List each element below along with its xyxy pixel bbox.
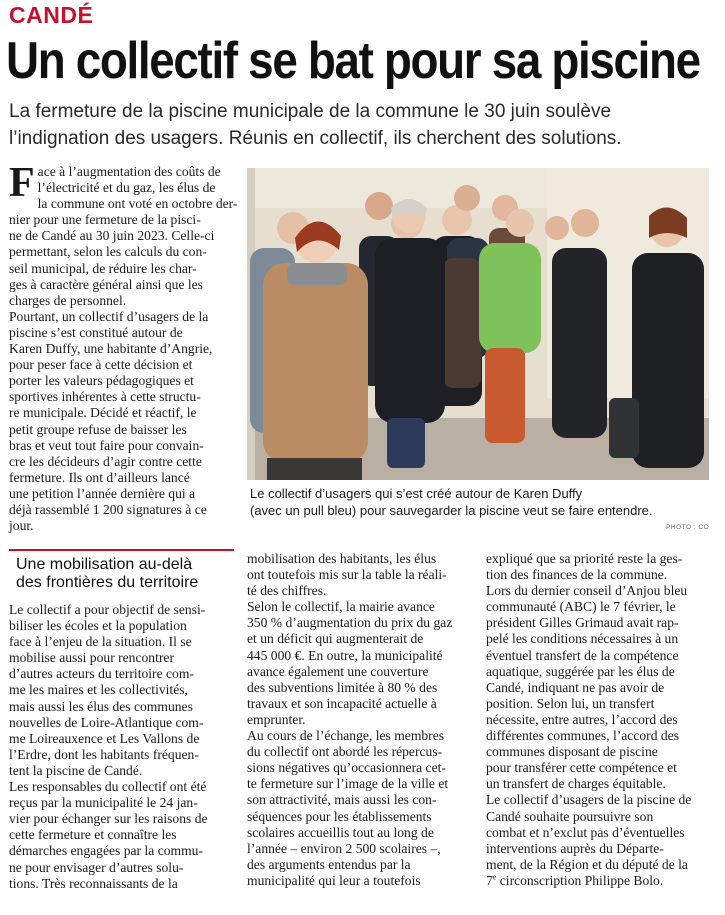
text-line: nouvelles de Loire-Atlantique com- [9, 714, 204, 730]
subhead-rule [9, 549, 234, 551]
text-line: communes disposant de piscine [486, 744, 658, 760]
photo-credit: PHOTO : CO [666, 524, 710, 531]
text-line: ace à l’augmentation des coûts de [37, 164, 221, 179]
paragraph-8 [486, 551, 711, 583]
text-line: la commune ont voté en octobre der- [37, 196, 238, 212]
text-line: tions. Très reconnaissants de la [9, 875, 178, 891]
text-line: charges de personnel. [9, 292, 127, 308]
drop-cap: F [9, 160, 35, 206]
text-line: pour peser face à cette décision et [9, 357, 193, 373]
text-line: té des chiffres. [247, 583, 327, 599]
text-line: face à l’enjeu de la situation. Il se [9, 634, 192, 650]
text-line: mobilise aussi pour rencontrer [9, 650, 174, 666]
paragraph-6 [247, 599, 472, 728]
text-line: Au cours de l’échange, les membres [247, 728, 445, 744]
paragraph-10 [486, 792, 711, 889]
text-line: Candé, indiquant ne pas avoir de [486, 679, 665, 695]
article-column-3 [486, 551, 711, 889]
text-line: bras et veut tout faire pour convain- [9, 437, 204, 453]
text-line: communauté (ABC) le 7 février, le [486, 599, 676, 615]
paragraph-4 [9, 779, 234, 892]
paragraph-9 [486, 583, 711, 792]
text-line: sportives inhérentes à cette structu- [9, 389, 201, 405]
text-line: tent la piscine de Candé. [9, 762, 143, 778]
text-line: et un déficit qui augmenterait de [247, 631, 424, 647]
text-line: aquatique, suggérée par les élus de [486, 663, 675, 679]
text-line: fermeture. Ils ont d’ailleurs lancé [9, 469, 190, 485]
text-line: mobilisation des habitants, les élus [247, 551, 437, 566]
article-column-2 [247, 551, 472, 889]
paragraph-7 [247, 728, 472, 889]
text-line: te fermeture sur l’image de la ville et [247, 776, 449, 792]
headline: Un collectif se bat pour sa piscine [6, 32, 700, 90]
text-line: démarches engagées par la commu- [9, 843, 203, 859]
text-line: municipalité qui leur a toutefois [247, 872, 421, 888]
section-kicker: CANDÉ [9, 2, 94, 28]
caption-line: Le collectif d’usagers qui s’est créé autour de Karen Duffy [250, 486, 583, 501]
text-line: Lors du dernier conseil d’Anjou bleu [486, 583, 688, 599]
paragraph-2 [9, 309, 234, 534]
text-line: permettant, selon les calculs du con- [9, 244, 207, 260]
text-line: cette fermeture et connaître les [9, 827, 177, 843]
text-line: piscine s’est constitué autour de [9, 324, 183, 340]
text-line: ne pour envisager d’autres solu- [9, 859, 184, 875]
text-line: différentes communes, l’accord des [486, 728, 680, 744]
text-line: l’Erdre, dont les habitants fréquen- [9, 746, 199, 762]
text-line: Candé souhaite poursuivre son [486, 808, 654, 824]
text-line: mais aussi les élus des communes [9, 698, 193, 714]
standfirst-line: La fermeture de la piscine municipale de la commune le 30 juin soulève [9, 101, 612, 122]
text-line: sions négatives qu’occasionnera cet- [247, 760, 446, 776]
standfirst-line: l’indignation des usagers. Réunis en collectif, ils cherchent des solutions. [9, 128, 622, 149]
text-line: travaux et son incapacité actuelle à [247, 695, 437, 711]
text-line: nécessite, entre autres, l’accord des [486, 711, 678, 727]
text-line: emprunter. [247, 711, 306, 727]
text-line: position. Selon lui, un transfert [486, 695, 655, 711]
subheading-line: des frontières du territoire [16, 574, 199, 591]
text-line: Karen Duffy, une habitante d’Angrie, [9, 341, 213, 357]
text-line: éventuel transfert de la compétence [486, 647, 679, 663]
text-line: ont toutefois mis sur la table la réali- [247, 567, 447, 583]
text-line [486, 873, 711, 889]
text-line: me Loireauxence et Les Vallons de [9, 730, 200, 746]
text-line: des arguments entendus par la [247, 856, 411, 872]
text-line: pour transférer cette compétence et [486, 760, 677, 776]
paragraph-3 [9, 602, 234, 779]
text-line: 350 % d’augmentation du prix du gaz [247, 615, 453, 631]
text-line: séquences pour les établissements [247, 808, 432, 824]
text-line: ment, de la Région et du député de la [486, 856, 688, 872]
text-line: Le collectif d’usagers de la piscine de [486, 792, 692, 808]
text-line: tion des finances de la commune. [486, 567, 668, 583]
article-column-1-bottom [9, 602, 234, 892]
text-fragment: circonscription Philippe Bolo. [496, 872, 664, 888]
subheading-line: Une mobilisation au-delà [16, 556, 193, 573]
article-column-1-top [9, 160, 238, 534]
text-line: me les maires et les collectivités, [9, 682, 188, 698]
text-line: cre les décideurs d’agir contre cette [9, 453, 202, 469]
text-line: pelé les conditions nécessaires à un [486, 631, 679, 647]
text-line: porter les valeurs pédagogiques et [9, 373, 194, 389]
text-line: expliqué que sa priorité reste la ges- [486, 551, 683, 566]
text-line: vier pour échanger sur les raisons de [9, 811, 208, 827]
text-line: re municipale. Décidé et réactif, le [9, 405, 197, 421]
paragraph-5 [247, 551, 472, 599]
text-line: reçus par la municipalité le 24 jan- [9, 795, 198, 811]
group-photo [247, 168, 709, 480]
text-line: scolaires accueillis tout au long de [247, 824, 434, 840]
text-line: une petition l’année dernière qui a [9, 485, 196, 501]
caption-line: (avec un pull bleu) pour sauvegarder la piscine veut se faire entendre. [250, 503, 653, 518]
text-line: combat et n’exclut pas d’éventuelles [486, 824, 685, 840]
text-line: nier pour une fermeture de la pisci- [9, 212, 201, 228]
ordinal-number: 7 [486, 872, 493, 888]
text-line: l’électricité et du gaz, les élus de [37, 180, 216, 196]
text-line: Le collectif a pour objectif de sensi- [9, 602, 206, 617]
text-line: l’année – environ 2 500 scolaires –, [247, 840, 441, 856]
paragraph-1 [9, 160, 238, 309]
photo-caption [250, 485, 710, 519]
text-line: biliser les écoles et la population [9, 618, 187, 634]
text-line: Pourtant, un collectif d’usagers de la [9, 308, 209, 324]
standfirst [9, 98, 714, 152]
text-line: du collectif ont abordé les répercus- [247, 744, 443, 760]
text-line: interventions auprès du Départe- [486, 840, 664, 856]
text-line: un transfert de charges équitable. [486, 776, 666, 792]
text-line: des subventions limitée à 80 % des [247, 679, 438, 695]
text-line: d’autres acteurs du territoire com- [9, 666, 194, 682]
text-line: seil municipal, de réduire les char- [9, 260, 197, 276]
text-line: ges à caractère général ainsi que les [9, 276, 203, 292]
text-line: ne de Candé au 30 juin 2023. Celle-ci [9, 228, 215, 244]
text-line: avance également une couverture [247, 663, 429, 679]
text-line: 445 000 €. En outre, la municipalité [247, 647, 443, 663]
subheading [16, 556, 231, 592]
text-line: président Gilles Grimaud avait rap- [486, 615, 679, 631]
text-line: son attractivité, mais aussi les con- [247, 792, 437, 808]
text-line: jour. [9, 518, 34, 534]
ordinal-suffix: e [492, 872, 497, 882]
text-line: petit groupe refuse de baisser les [9, 421, 187, 437]
photo-illustration [247, 168, 709, 480]
text-line: Selon le collectif, la mairie avance [247, 599, 435, 615]
text-line: Les responsables du collectif ont été [9, 779, 207, 795]
text-line: déjà rassemblé 1 200 signatures à ce [9, 501, 207, 517]
